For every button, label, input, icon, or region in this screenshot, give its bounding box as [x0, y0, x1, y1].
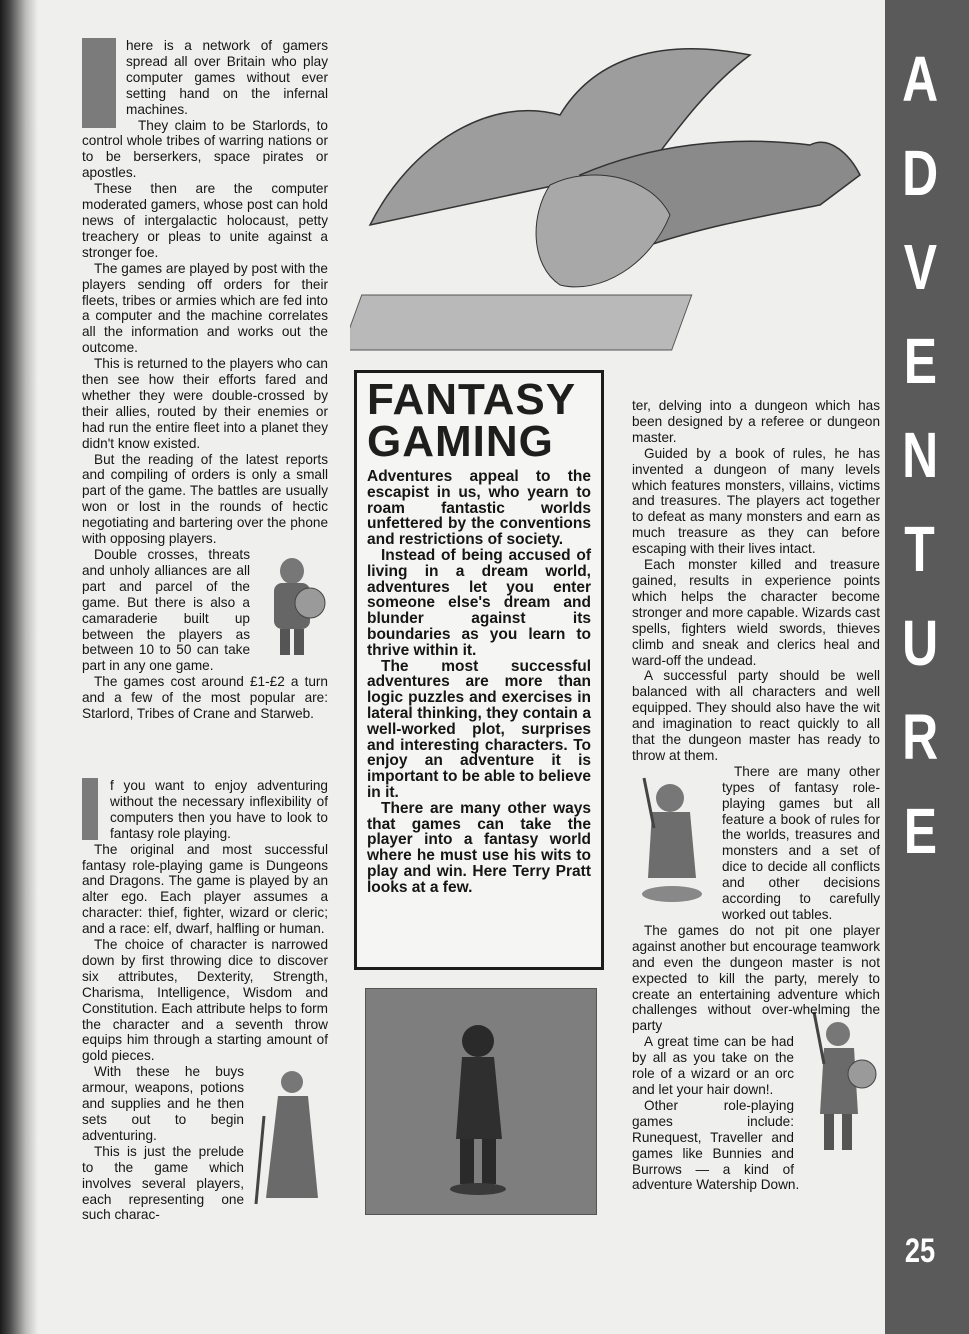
page-gutter: [0, 0, 38, 1334]
box-title: FANTASY GAMING: [367, 375, 577, 466]
knight-miniature-photo: [365, 988, 597, 1215]
right-column: [632, 398, 880, 1193]
paragraph: With these he buys armour, weapons, potions and supplies and he then sets out to begin adventuring.: [82, 1064, 244, 1143]
drop-cap-t: [82, 38, 116, 128]
paragraph: A successful party should be well balanced with all characters and well equipped. They should also have the wit and imagination to react quickly to all that the dungeon master has ready to throw at them.: [632, 668, 880, 763]
box-paragraph: The most successful adventures are more than logic puzzles and exercises in lateral thinking, they contain a well-worked plot, surprises and interesting characters. To enjoy an adventure it is important to be able to believe in it.: [367, 657, 591, 801]
paragraph: This is just the prelude to the game which involves several players, each representing one such charac-: [82, 1143, 244, 1223]
paragraph: f you want to enjoy adventuring without the necessary inflexibility of computers then you have to look to fantasy role playing.: [110, 777, 328, 841]
paragraph: The games do not pit one player against another but encourage teamwork and even the dungeon master is not expected to kill the party, merely to create an entertaining adventure which challenges without over-whelming the party: [632, 922, 880, 1034]
paragraph: The original and most successful fantasy role-playing game is Dungeons and Dragons. The game is played by an alter ego. Each player assumes a character: thief, fighter, wizard or cleric; and a race: elf, dwarf, halfling or human.: [82, 841, 328, 937]
dwarf-figure-image: [256, 551, 328, 661]
paragraph: Guided by a book of rules, he has invented a dungeon of many levels which features monsters, villains, victims and treasures. The players act together to defeat as many monsters and earn as much treasure as they can before escaping with their lives intact.: [632, 445, 880, 557]
paragraph: Other role-playing games include: Runequest, Traveller and games like Bunnies and Burrows — a kind of adventure Watership Down.: [632, 1097, 800, 1193]
paragraph: This is returned to the players who can then see how their efforts fared and whether they were double-crossed by their allies, routed by their enemies or had run the entire fleet into a planet they didn't know existed.: [82, 356, 328, 451]
goblin-figure-image: [624, 768, 716, 908]
paragraph: The choice of character is narrowed down by first throwing dice to discover six attributes, Dexterity, Strength, Charisma, Intelligence, Wisdom and Constitution. Each attribute helps to form the character and a seventh throw equips him through a starting amount of gold pieces.: [82, 937, 328, 1064]
left-column: [82, 38, 328, 1223]
paragraph: The games cost around £1-£2 a turn and a few of the most popular are: Starlord, Tribes of Crane and Starweb.: [82, 674, 328, 722]
paragraph: The games are played by post with the players sending off orders for their fleets, tribes or armies which are fed into a computer and the machine correlates all the information and works out the outcome.: [82, 260, 328, 356]
sidebar-heading: A D V E N T U R E: [901, 43, 939, 867]
box-intro-paragraph: Adventures appeal to the escapist in us, who yearn to roam fantastic worlds unfettered by the conventions and restrictions of society.: [367, 468, 591, 549]
paragraph: Double crosses, threats and unholy alliances are all part and parcel of the game. But there is also a camaraderie built up between the players as between 10 to 50 can take part in any one game.: [82, 547, 250, 674]
box-paragraph: Instead of being accused of living in a dream world, adventures let you enter someone else's dream and blunder against its boundaries as you learn to thrive within it.: [367, 546, 591, 659]
paragraph: There are many other types of fantasy role-playing games but all feature a book of rules for the worlds, treasures and monsters and a set of dice to decide all conflicts and other decisions according to carefully worked out tables.: [722, 763, 880, 922]
box-paragraph: There are many other ways that games can take the player into a fantasy world where he must use his wits to play and win. Here Terry Pratt looks at a few.: [367, 799, 591, 896]
robed-figure-image: [250, 1066, 328, 1206]
drop-cap-i: [82, 778, 98, 840]
warrior-figure-image: [800, 1004, 880, 1164]
dragon-miniature-image: [350, 25, 880, 370]
page-number: 25: [904, 1232, 936, 1270]
paragraph: They claim to be Starlords, to control whole tribes of warring nations or to be berserkers, space pirates or apostles.: [82, 117, 328, 181]
paragraph: ter, delving into a dungeon which has been designed by a referee or dungeon master.: [632, 398, 880, 445]
paragraph: here is a network of gamers spread all over Britain who play computer games without ever setting hand on the infernal machines.: [126, 38, 328, 117]
fantasy-gaming-box: [354, 370, 604, 970]
section-sidebar: [885, 0, 969, 1334]
paragraph: A great time can be had by all as you take on the role of a wizard or an orc and let your hair down!.: [632, 1034, 794, 1097]
paragraph: These then are the computer moderated gamers, whose post can hold news of intergalactic holocaust, petty treachery or pleas to unite against a stronger foe.: [82, 181, 328, 260]
paragraph: But the reading of the latest reports and compiling of orders is only a small part of the game. The battles are usually won or lost in the rounds of hectic negotiating and bartering over the phone with opposing players.: [82, 451, 328, 547]
paragraph: Each monster killed and treasure gained, results in experience points which helps the character become stronger and more capable. Wizards cast spells, fighters wield swords, thieves climb and sneak and clerics heal and ward-off the undead.: [632, 557, 880, 668]
